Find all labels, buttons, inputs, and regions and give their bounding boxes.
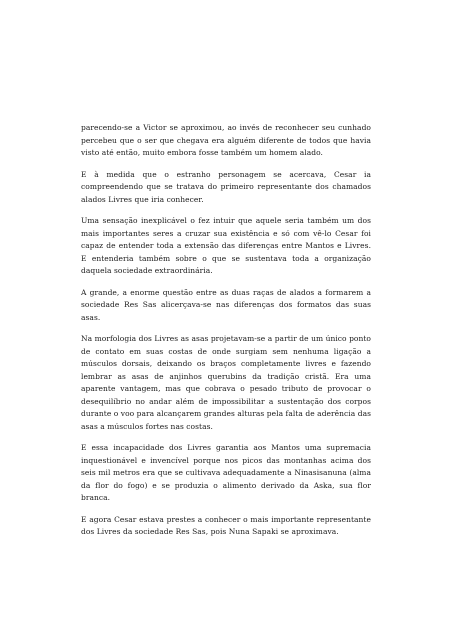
paragraph-3: Uma sensação inexplicável o fez intuir que aquele seria também um dos mais importantes seres a cruzar sua existência e só com vê-lo Cesar foi capaz de entender toda a extensão das diferenças entre Mantos e Livres. E entenderia também sobre o que se sustentava toda a organização daquela sociedade extraordinária. <box>81 216 371 275</box>
body-text <box>81 122 371 548</box>
paragraph-2: E à medida que o estranho personagem se acercava, Cesar ia compreendendo que se tratava do primeiro representante dos chamados alados Livres que iria conhecer. <box>81 169 371 204</box>
paragraph-7: E agora Cesar estava prestes a conhecer o mais importante representante dos Livres da sociedade Res Sas, pois Nuna Sapaki se aproximava. <box>81 514 371 536</box>
paragraph-5: Na morfologia dos Livres as asas projetavam-se a partir de um único ponto de contato em suas costas de onde surgiam sem nenhuma ligação a músculos dorsais, deixando os braços completamente livres e fazendo lembrar as asas de anjinhos querubins da tradição cristã. Era uma aparente vantagem, mas que cobrava o pesado tributo de provocar o desequilíbrio no andar além de impossibilitar a sustentação dos corpos durante o voo para alcançarem grandes alturas pela falta de aderência das asas a músculos fortes nas costas. <box>81 334 371 431</box>
paragraph-6: E essa incapacidade dos Livres garantia aos Mantos uma supremacia inquestionável e invencível porque nos picos das montanhas acima dos seis mil metros era que se cultivava adequadamente a Ninasisanuna (alma da flor do fogo) e se produzia o alimento derivado da Aska, sua flor branca. <box>81 443 371 502</box>
paragraph-1: parecendo-se a Victor se aproximou, ao invés de reconhecer seu cunhado percebeu que o ser que chegava era alguém diferente de todos que havia visto até então, muito embora fosse também um homem alado. <box>81 123 371 157</box>
paragraph-4: A grande, a enorme questão entre as duas raças de alados a formarem a sociedade Res Sas alicerçava-se nas diferenças dos formatos das suas asas. <box>81 287 371 322</box>
